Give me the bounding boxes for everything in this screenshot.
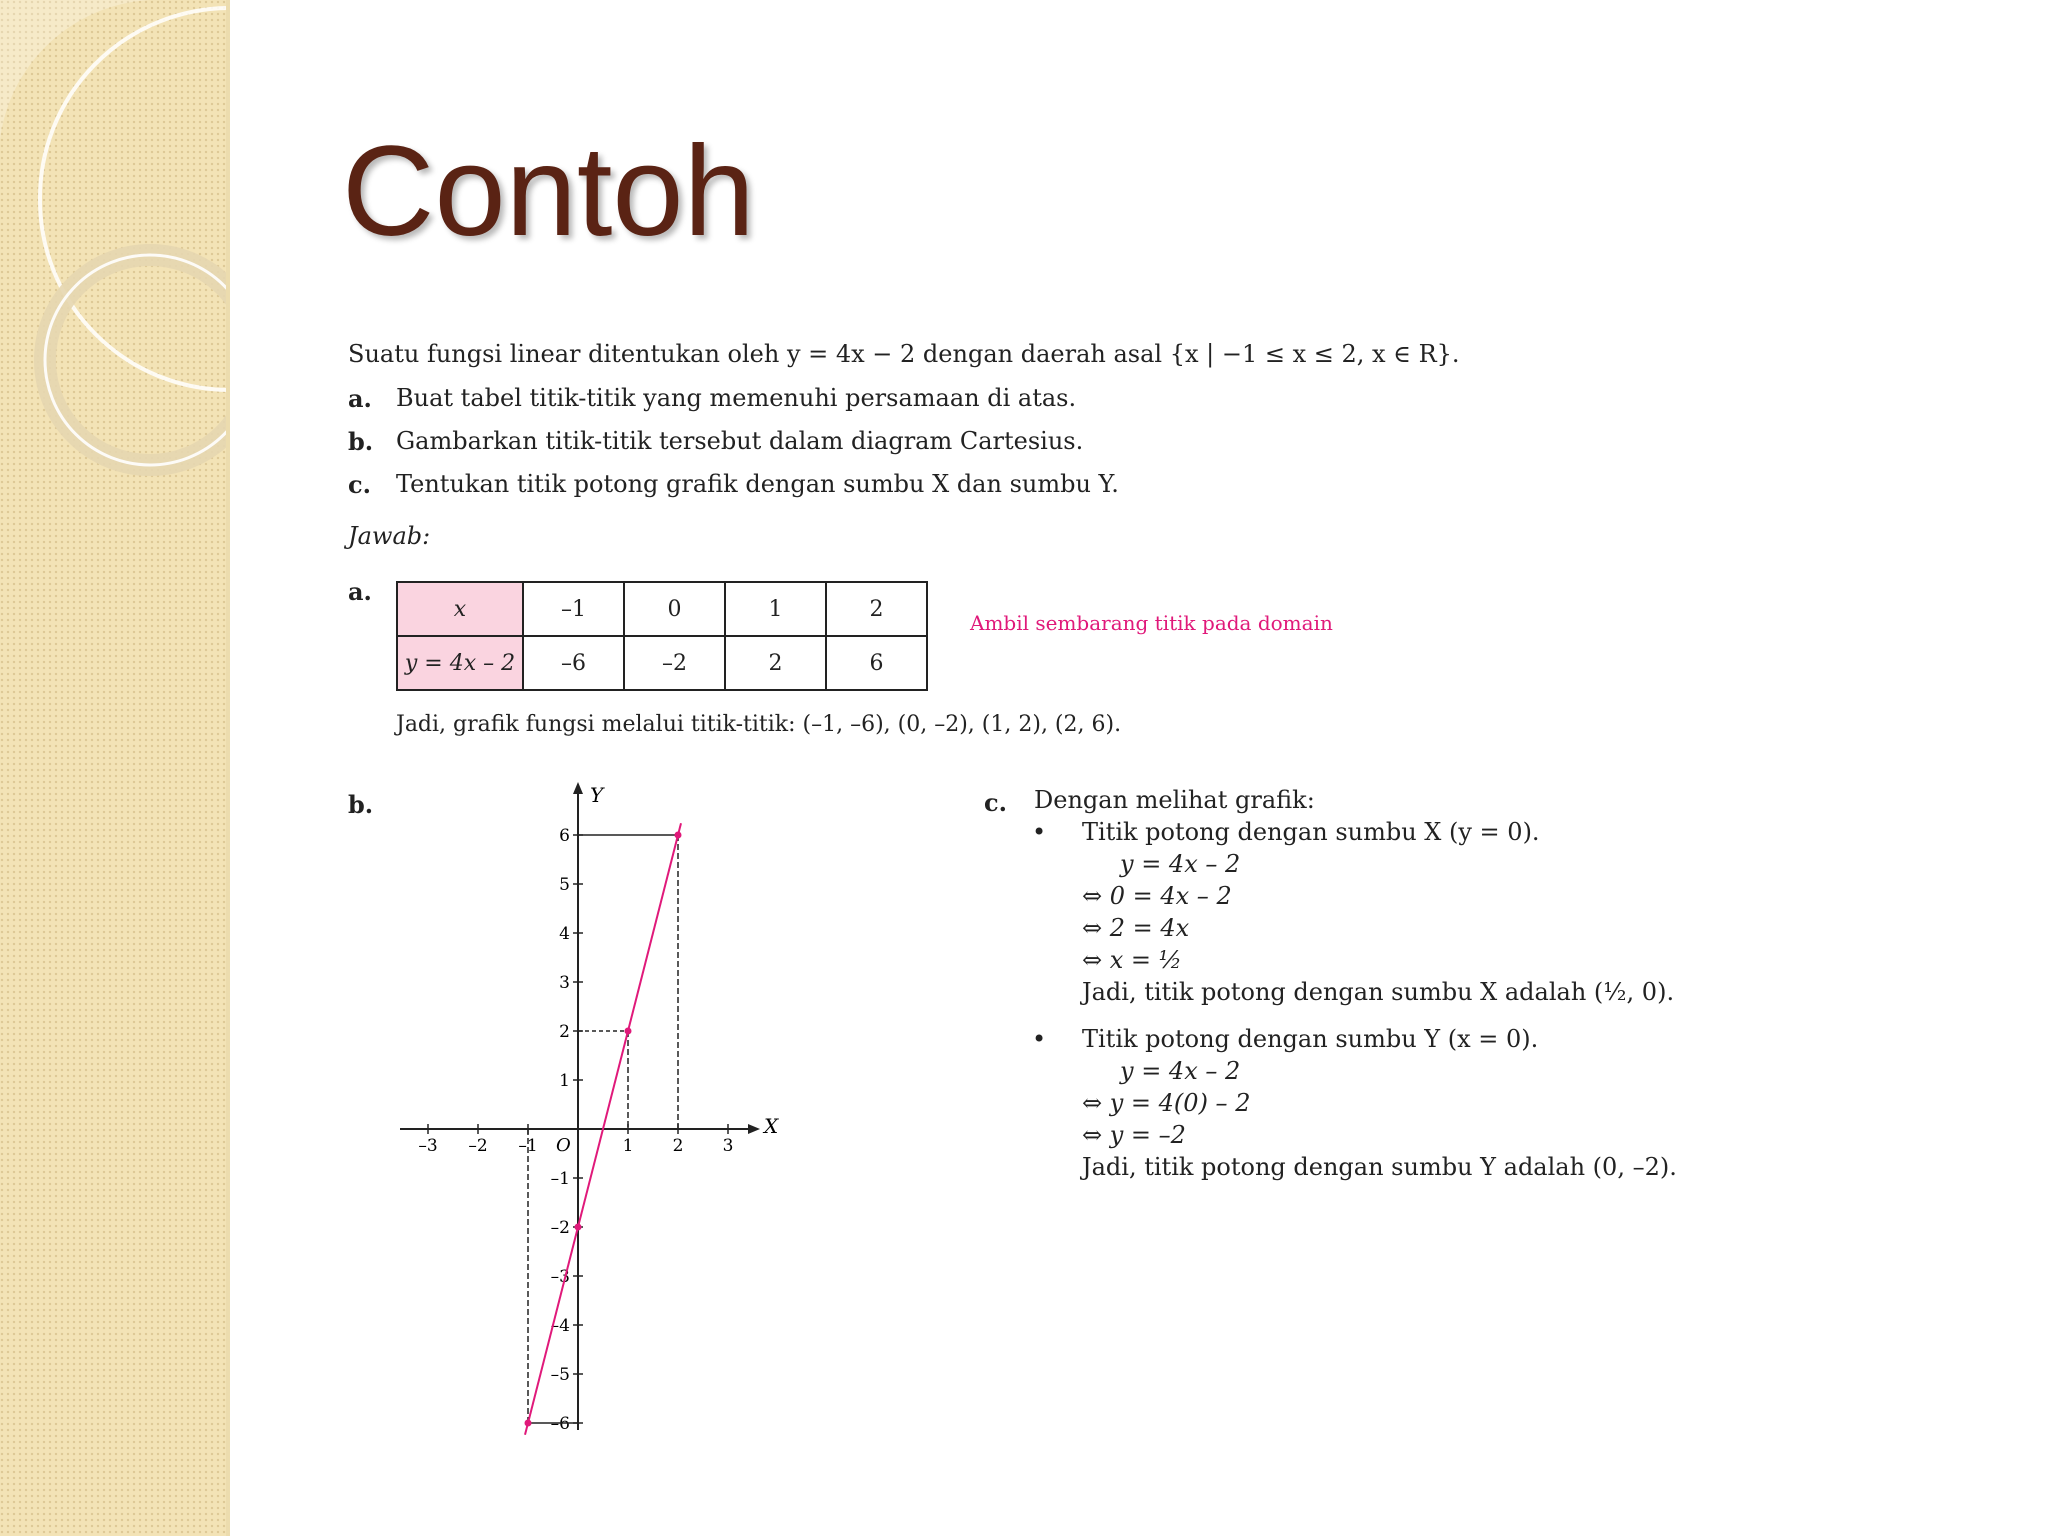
- y-intercept-heading: Titik potong dengan sumbu Y (x = 0).: [1082, 1025, 1539, 1053]
- origin-label: O: [556, 1135, 571, 1156]
- y-tick-label: 6: [559, 826, 570, 846]
- bullet: •: [1032, 1025, 1047, 1053]
- values-table: [396, 581, 928, 691]
- item-b-text: Gambarkan titik-titik tersebut dalam diagram Cartesius.: [396, 427, 1084, 455]
- y-tick-label: 1: [559, 1071, 570, 1091]
- answer-label: Jawab:: [348, 522, 431, 550]
- x-step: ⇔ x = ½: [1082, 946, 1182, 974]
- y-axis-label: Y: [590, 783, 604, 807]
- table-row: [397, 636, 927, 690]
- item-c-label: c.: [348, 470, 371, 499]
- x-step: ⇔ 0 = 4x – 2: [1082, 882, 1232, 910]
- table-cell: 6: [826, 636, 927, 690]
- table-cell: y = 4x – 2: [397, 636, 523, 690]
- y-tick-label: 2: [559, 1022, 570, 1042]
- domain-note: Ambil sembarang titik pada domain: [970, 611, 1333, 635]
- y-intercept-conclusion: Jadi, titik potong dengan sumbu Y adalah (0, –2).: [1082, 1153, 1677, 1181]
- part-b-label: b.: [348, 790, 374, 819]
- x-tick-label: –3: [418, 1136, 438, 1156]
- sidebar-edge: [226, 0, 230, 1536]
- slide-title: Contoh: [342, 120, 755, 263]
- part-c-intro: Dengan melihat grafik:: [1034, 786, 1315, 814]
- data-point: [625, 1028, 632, 1035]
- x-step: y = 4x – 2: [1120, 850, 1241, 878]
- y-tick-label: –5: [550, 1365, 570, 1385]
- bullet: •: [1032, 818, 1047, 846]
- item-a-label: a.: [348, 384, 372, 413]
- part-a-conclusion: Jadi, grafik fungsi melalui titik-titik: (–1, –6), (0, –2), (1, 2), (2, 6).: [396, 712, 1122, 737]
- table-cell: –1: [523, 582, 624, 636]
- table-cell: 2: [725, 636, 826, 690]
- y-tick-label: –1: [550, 1169, 570, 1189]
- y-step: ⇔ y = –2: [1082, 1121, 1186, 1149]
- data-point: [575, 1224, 582, 1231]
- x-tick-label: 2: [672, 1136, 684, 1156]
- table-cell: 0: [624, 582, 725, 636]
- item-b-label: b.: [348, 427, 374, 456]
- problem-intro: Suatu fungsi linear ditentukan oleh y = 4x − 2 dengan daerah asal {x | −1 ≤ x ≤ 2, x ∈ R}.: [348, 340, 1460, 368]
- y-axis-arrow: [573, 782, 583, 794]
- decorative-sidebar: [0, 0, 228, 1536]
- x-axis-arrow: [748, 1124, 760, 1134]
- y-tick-label: –3: [550, 1267, 570, 1287]
- part-a-label: a.: [348, 577, 372, 606]
- table-cell: x: [397, 582, 523, 636]
- x-intercept-conclusion: Jadi, titik potong dengan sumbu X adalah (½, 0).: [1082, 978, 1675, 1006]
- y-tick-label: –2: [550, 1218, 570, 1238]
- x-tick-label: –2: [468, 1136, 488, 1156]
- x-tick-label: 3: [722, 1136, 734, 1156]
- part-c-label: c.: [984, 788, 1007, 817]
- item-a-text: Buat tabel titik-titik yang memenuhi persamaan di atas.: [396, 384, 1077, 412]
- table-row: [397, 582, 927, 636]
- cartesian-graph: [390, 780, 790, 1440]
- y-tick-label: –4: [550, 1316, 570, 1336]
- x-tick-label: 1: [622, 1136, 634, 1156]
- data-point: [525, 1420, 532, 1427]
- y-tick-label: 3: [559, 973, 570, 993]
- table-cell: –6: [523, 636, 624, 690]
- table-cell: 2: [826, 582, 927, 636]
- y-step: y = 4x – 2: [1120, 1057, 1241, 1085]
- y-tick-label: –6: [550, 1414, 570, 1434]
- x-step: ⇔ 2 = 4x: [1082, 914, 1190, 942]
- data-point: [675, 832, 682, 839]
- item-c-text: Tentukan titik potong grafik dengan sumbu X dan sumbu Y.: [396, 470, 1119, 498]
- decorative-rings: [0, 0, 228, 520]
- x-axis-label: X: [764, 1114, 779, 1138]
- y-tick-label: 5: [559, 875, 570, 895]
- y-tick-label: 4: [559, 924, 570, 944]
- x-intercept-heading: Titik potong dengan sumbu X (y = 0).: [1082, 818, 1540, 846]
- table-cell: 1: [725, 582, 826, 636]
- y-step: ⇔ y = 4(0) – 2: [1082, 1089, 1251, 1117]
- table-cell: –2: [624, 636, 725, 690]
- x-tick-label: –1: [518, 1136, 538, 1156]
